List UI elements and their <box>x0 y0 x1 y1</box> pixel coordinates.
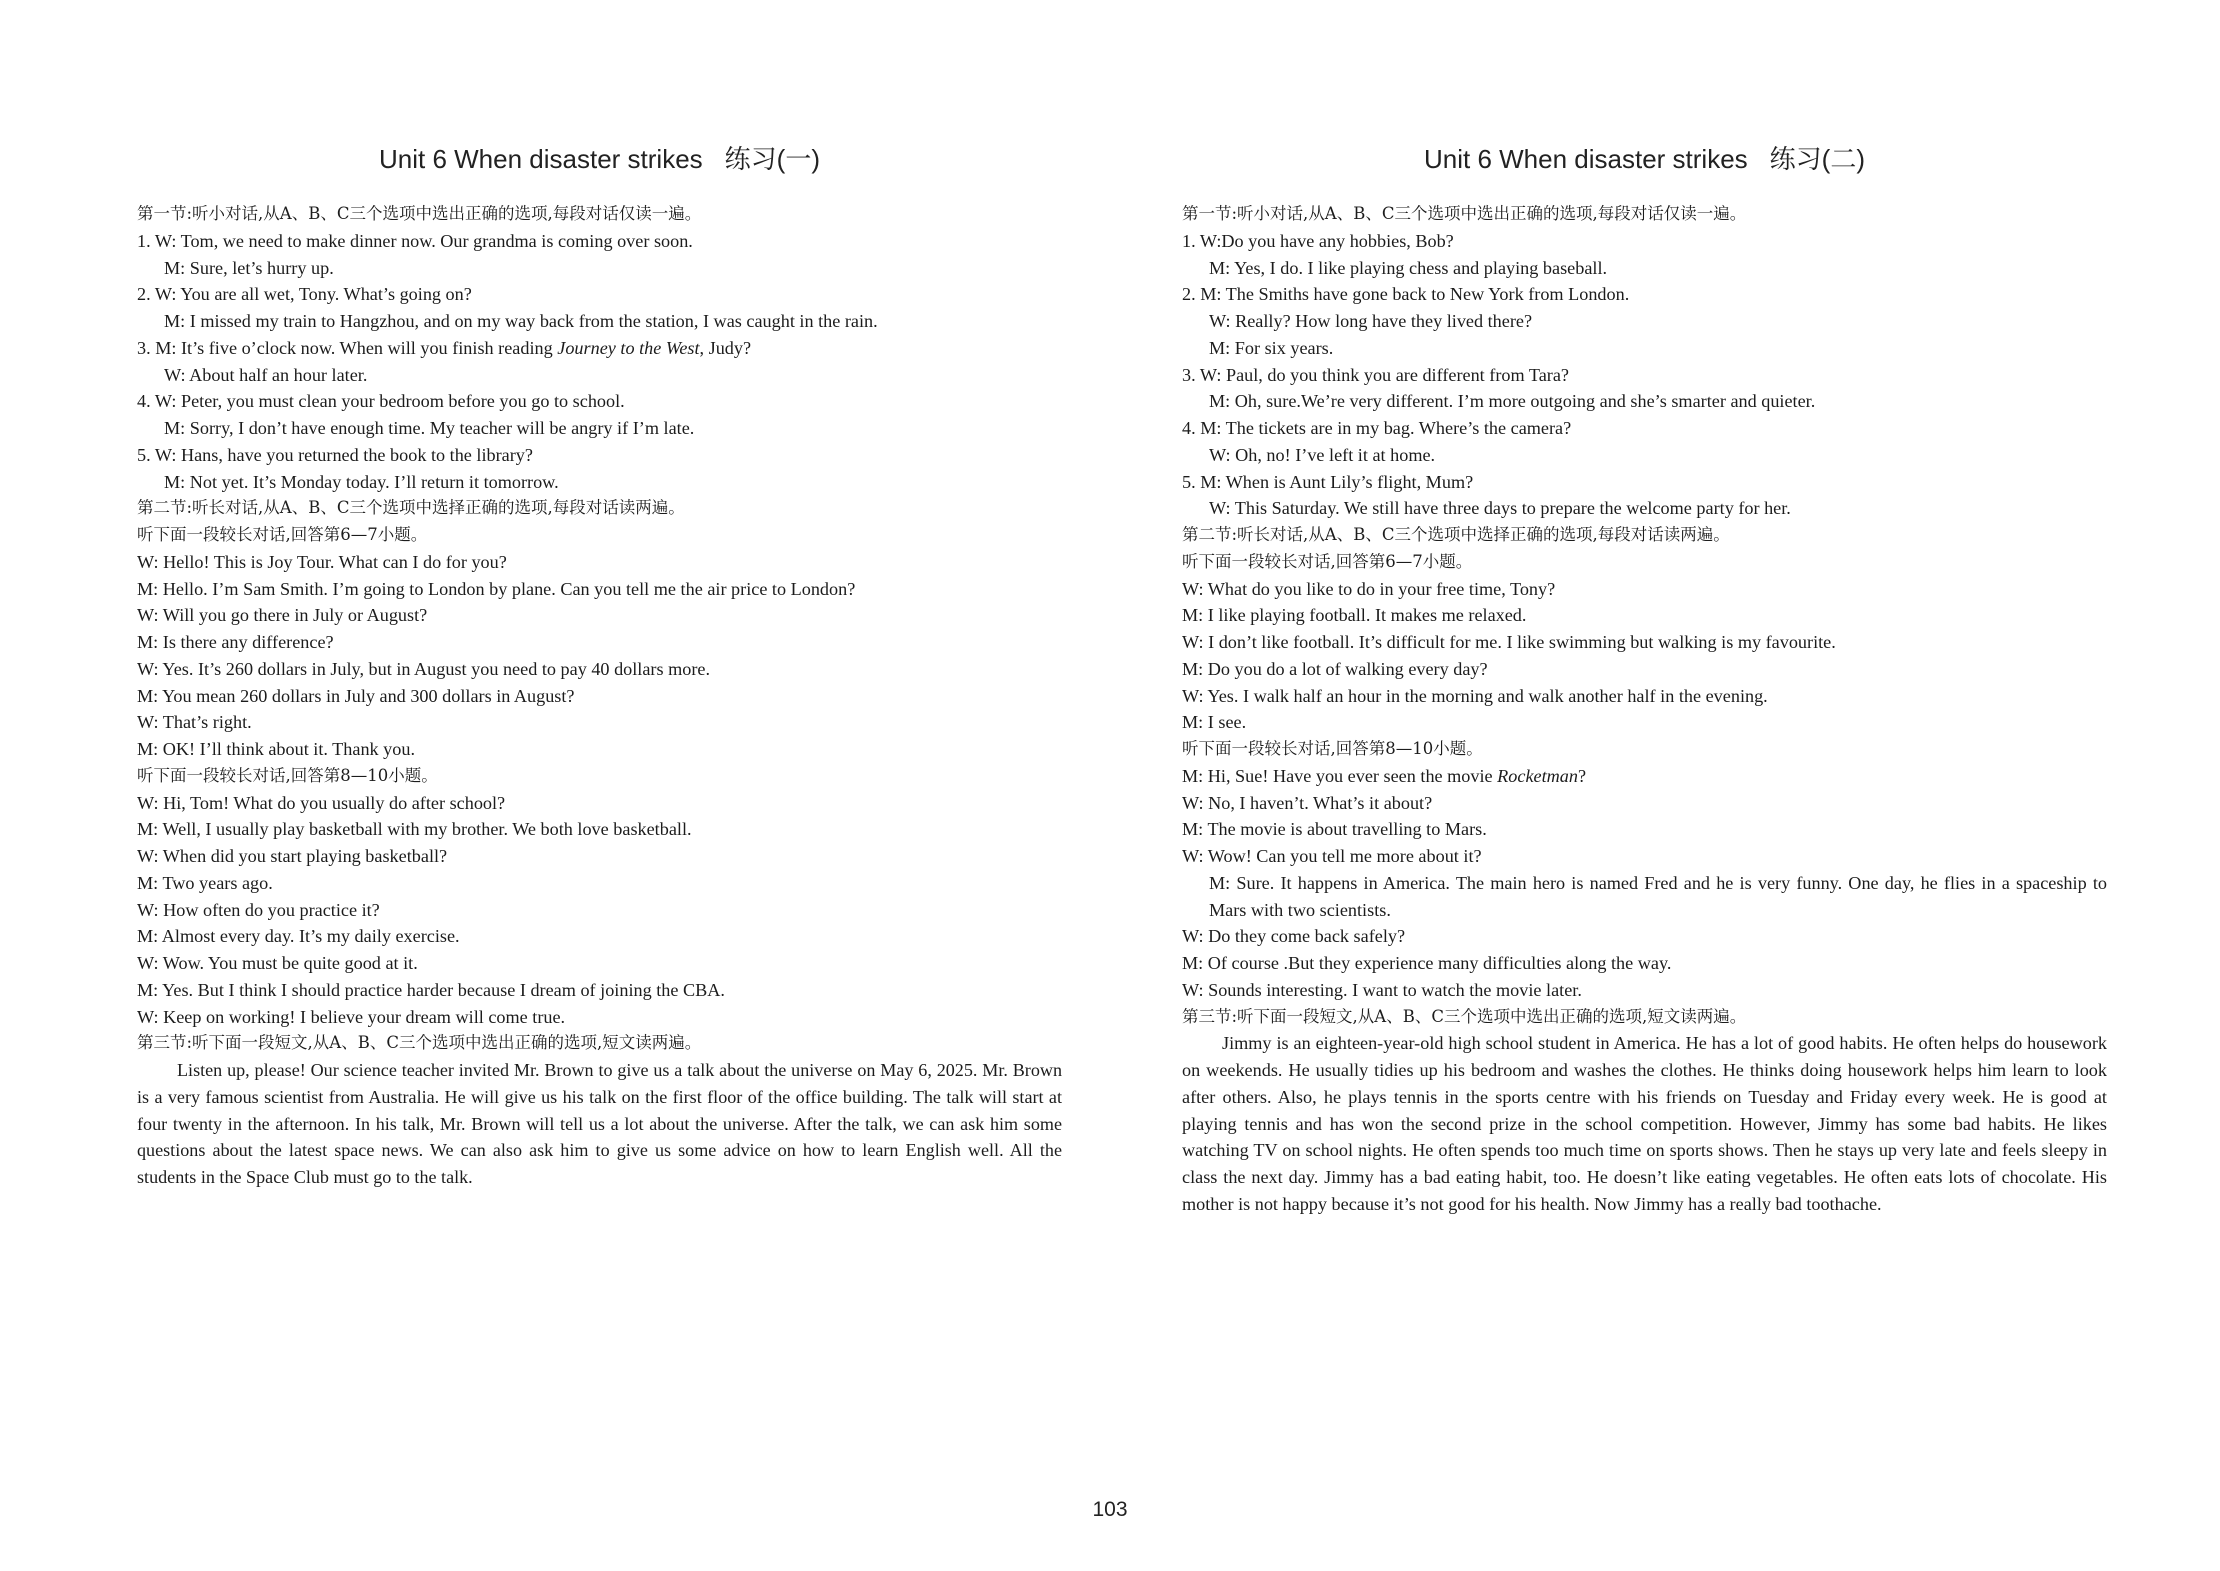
section-heading <box>1182 1004 2107 1031</box>
line-text: 1. W:Do you have any hobbies, Bob? <box>1182 230 1454 251</box>
transcript-line <box>137 870 1062 897</box>
line-text: W: Yes. I walk half an hour in the morning and walk another half in the evening. <box>1182 685 1768 706</box>
line-text: 听下面一段较长对话,回答第8—10小题。 <box>137 765 438 785</box>
line-text: W: What do you like to do in your free time, Tony? <box>1182 578 1556 599</box>
transcript-line <box>137 843 1062 870</box>
transcript-line <box>1182 469 2107 496</box>
line-text: M: Sure. It happens in America. The main hero is named Fred and he is very funny. One day, he flies in a spaceship to Mars with two scientists. <box>1209 872 2107 920</box>
transcript-line <box>1182 495 2107 522</box>
page-number: 103 <box>1092 1498 1128 1521</box>
line-text: 第三节:听下面一段短文,从A、B、C三个选项中选出正确的选项,短文读两遍。 <box>1182 1006 1747 1026</box>
line-text: 4. M: The tickets are in my bag. Where’s the camera? <box>1182 418 1572 438</box>
section-heading <box>1182 736 2107 763</box>
line-text: M: You mean 260 dollars in July and 300 dollars in August? <box>137 685 575 706</box>
line-text: M: For six years. <box>1209 337 1334 358</box>
transcript-line <box>137 1004 1062 1031</box>
line-text: M: I like playing football. It makes me relaxed. <box>1182 605 1527 626</box>
line-text: W: Hello! This is Joy Tour. What can I do for you? <box>137 551 507 572</box>
transcript-line <box>137 281 1062 308</box>
transcript-line <box>137 362 1062 389</box>
line-text: W: This Saturday. We still have three days to prepare the welcome party for her. <box>1209 498 1791 519</box>
transcript-line <box>137 388 1062 415</box>
line-text: M: Oh, sure.We’re very different. I’m more outgoing and she’s smarter and quieter. <box>1209 391 1816 412</box>
transcript-line <box>1182 629 2107 656</box>
right-transcript <box>1182 201 2107 1030</box>
transcript-line <box>1182 415 2107 442</box>
line-text: W: Sounds interesting. I want to watch the movie later. <box>1182 979 1582 1000</box>
transcript-line <box>1182 308 2107 335</box>
line-text-end: ? <box>1577 765 1587 786</box>
line-text: M: I see. <box>1182 712 1247 733</box>
right-page <box>1182 141 2107 1218</box>
transcript-line <box>137 950 1062 977</box>
line-text: W: That’s right. <box>137 712 252 733</box>
transcript-line <box>1182 255 2107 282</box>
line-text: M: Well, I usually play basketball with my brother. We both love basketball. <box>137 819 692 840</box>
transcript-line <box>137 415 1062 442</box>
line-text: W: Really? How long have they lived there? <box>1209 311 1533 331</box>
line-text: W: Do they come back safely? <box>1182 926 1406 947</box>
line-text: W: Yes. It’s 260 dollars in July, but in August you need to pay 40 dollars more. <box>137 658 711 679</box>
line-text: W: How often do you practice it? <box>137 899 380 920</box>
line-text: M: Of course .But they experience many difficulties along the way. <box>1182 953 1672 973</box>
transcript-line <box>1182 442 2107 469</box>
line-text: 第二节:听长对话,从A、B、C三个选项中选择正确的选项,每段对话读两遍。 <box>1182 525 1730 544</box>
line-text: M: Yes, I do. I like playing chess and playing baseball. <box>1209 257 1608 278</box>
line-text: M: Yes. But I think I should practice harder because I dream of joining the CBA. <box>137 979 725 1000</box>
line-text: M: Almost every day. It’s my daily exercise. <box>137 926 460 947</box>
transcript-line <box>1182 576 2107 603</box>
line-text: W: I don’t like football. It’s difficult for me. I like swimming but walking is my favourite. <box>1182 632 1836 652</box>
transcript-line <box>1182 950 2107 977</box>
line-text: 听下面一段较长对话,回答第6—7小题。 <box>1182 551 1473 571</box>
left-title-cn: 练习(一) <box>724 144 820 174</box>
transcript-line <box>1182 228 2107 255</box>
section-heading <box>137 495 1062 522</box>
right-passage: Jimmy is an eighteen-year-old high school student in America. He has a lot of good habits. He often helps do housework on weekends. He usually tidies up his bedroom and washes the clothes. He thinks doing housework helps him learn to look after others. Also, he plays tennis in the sports centre with his friends on Tuesday and Friday every week. He is good at playing tennis and has won the second prize in the school competition. However, Jimmy has some bad habits. He likes watching TV on school nights. He often spends too much time on sports shows. Then he stays up very late and feels sleepy in class the next day. Jimmy has a bad eating habit, too. He doesn’t like eating vegetables. He often eats lots of chocolate. His mother is not happy because it’s not good for his health. Now Jimmy has a really bad toothache. <box>1182 1033 2107 1214</box>
transcript-line <box>1182 362 2107 389</box>
line-text: M: OK! I’ll think about it. Thank you. <box>137 739 416 759</box>
line-text: 5. M: When is Aunt Lily’s flight, Mum? <box>1182 471 1474 492</box>
transcript-line <box>137 816 1062 843</box>
transcript-line <box>1182 656 2107 683</box>
line-text: 3. W: Paul, do you think you are different from Tara? <box>1182 364 1569 385</box>
line-text: W: Keep on working! I believe your dream will come true. <box>137 1006 566 1027</box>
line-text: 第一节:听小对话,从A、B、C三个选项中选出正确的选项,每段对话仅读一遍。 <box>1182 204 1747 223</box>
line-text: W: Oh, no! I’ve left it at home. <box>1209 444 1436 465</box>
section-heading <box>137 763 1062 790</box>
line-text: M: Two years ago. <box>137 872 273 893</box>
transcript-line <box>137 255 1062 282</box>
transcript-line <box>1182 790 2107 817</box>
left-title-en: Unit 6 When disaster strikes <box>379 144 703 174</box>
line-text-end: , Judy? <box>699 337 752 358</box>
transcript-line <box>137 683 1062 710</box>
section-heading <box>1182 549 2107 576</box>
left-page-title <box>137 141 1062 189</box>
line-text: M: Sorry, I don’t have enough time. My teacher will be angry if I’m late. <box>164 418 695 438</box>
line-text: W: Wow. You must be quite good at it. <box>137 953 418 973</box>
transcript-line <box>137 442 1062 469</box>
transcript-line <box>137 790 1062 817</box>
transcript-line <box>137 736 1062 763</box>
transcript-line <box>137 576 1062 603</box>
left-transcript <box>137 201 1062 1057</box>
right-title-en: Unit 6 When disaster strikes <box>1424 144 1748 174</box>
line-text: W: No, I haven’t. What’s it about? <box>1182 792 1433 813</box>
line-text: 第三节:听下面一段短文,从A、B、C三个选项中选出正确的选项,短文读两遍。 <box>137 1033 702 1053</box>
transcript-line <box>137 629 1062 656</box>
transcript-line <box>1182 977 2107 1004</box>
section-heading <box>1182 522 2107 549</box>
transcript-line <box>137 549 1062 576</box>
transcript-line <box>137 308 1062 335</box>
transcript-line <box>1182 870 2107 924</box>
line-text: M: Is there any difference? <box>137 632 334 652</box>
transcript-line <box>137 897 1062 924</box>
transcript-line <box>1182 281 2107 308</box>
line-text: M: Not yet. It’s Monday today. I’ll return it tomorrow. <box>164 471 559 492</box>
transcript-line <box>137 709 1062 736</box>
left-page <box>137 141 1062 1191</box>
line-text: M: The movie is about travelling to Mars. <box>1182 819 1487 840</box>
line-text: W: When did you start playing basketball? <box>137 846 448 866</box>
line-text: 2. M: The Smiths have gone back to New York from London. <box>1182 284 1630 305</box>
transcript-line <box>1182 602 2107 629</box>
transcript-line <box>137 469 1062 496</box>
line-text: 2. W: You are all wet, Tony. What’s going on? <box>137 284 472 305</box>
transcript-line <box>137 923 1062 950</box>
right-page-title <box>1182 141 2107 189</box>
section-heading <box>1182 201 2107 228</box>
transcript-line <box>137 977 1062 1004</box>
transcript-line <box>1182 923 2107 950</box>
line-text: M: I missed my train to Hangzhou, and on my way back from the station, I was caught in the rain. <box>164 311 878 331</box>
line-text: M: Do you do a lot of walking every day? <box>1182 658 1488 679</box>
line-text: 听下面一段较长对话,回答第6—7小题。 <box>137 525 428 544</box>
transcript-line <box>1182 683 2107 710</box>
right-title-cn: 练习(二) <box>1769 144 1865 174</box>
transcript-line <box>1182 763 2107 790</box>
transcript-line <box>1182 816 2107 843</box>
line-text: 1. W: Tom, we need to make dinner now. Our grandma is coming over soon. <box>137 230 693 251</box>
title-italic: Rocketman <box>1497 765 1578 786</box>
transcript-line <box>137 656 1062 683</box>
line-text: W: Wow! Can you tell me more about it? <box>1182 846 1482 866</box>
transcript-line <box>137 602 1062 629</box>
section-heading <box>137 522 1062 549</box>
transcript-line <box>1182 388 2107 415</box>
left-passage: Listen up, please! Our science teacher invited Mr. Brown to give us a talk about the universe on May 6, 2025. Mr. Brown is a very famous scientist from Australia. He will give us his talk on the first floor of the office building. The talk will start at four twenty in the afternoon. In his talk, Mr. Brown will tell us a lot about the universe. After the talk, we can ask him some questions about the latest space news. We can also ask him to give us some advice on how to learn English well. All the students in the Space Club must go to the talk. <box>137 1060 1062 1187</box>
transcript-line <box>1182 843 2107 870</box>
line-text: 第一节:听小对话,从A、B、C三个选项中选出正确的选项,每段对话仅读一遍。 <box>137 204 702 223</box>
line-text: M: Hello. I’m Sam Smith. I’m going to London by plane. Can you tell me the air price to London? <box>137 578 856 599</box>
line-text: 4. W: Peter, you must clean your bedroom before you go to school. <box>137 391 625 412</box>
transcript-line <box>1182 709 2107 736</box>
transcript-line <box>137 335 1062 362</box>
line-text: W: About half an hour later. <box>164 364 368 385</box>
line-text: 听下面一段较长对话,回答第8—10小题。 <box>1182 739 1483 758</box>
line-text: 第二节:听长对话,从A、B、C三个选项中选择正确的选项,每段对话读两遍。 <box>137 498 685 518</box>
section-heading <box>137 1030 1062 1057</box>
line-text: W: Will you go there in July or August? <box>137 605 428 626</box>
line-text: 5. W: Hans, have you returned the book to the library? <box>137 444 533 465</box>
line-text: M: Sure, let’s hurry up. <box>164 257 334 278</box>
transcript-line <box>137 228 1062 255</box>
section-heading <box>137 201 1062 228</box>
title-italic: Journey to the West <box>557 337 700 358</box>
line-text: 3. M: It’s five o’clock now. When will you finish reading <box>137 337 558 358</box>
line-text: W: Hi, Tom! What do you usually do after school? <box>137 792 506 813</box>
line-text: M: Hi, Sue! Have you ever seen the movie <box>1182 765 1498 786</box>
transcript-line <box>1182 335 2107 362</box>
